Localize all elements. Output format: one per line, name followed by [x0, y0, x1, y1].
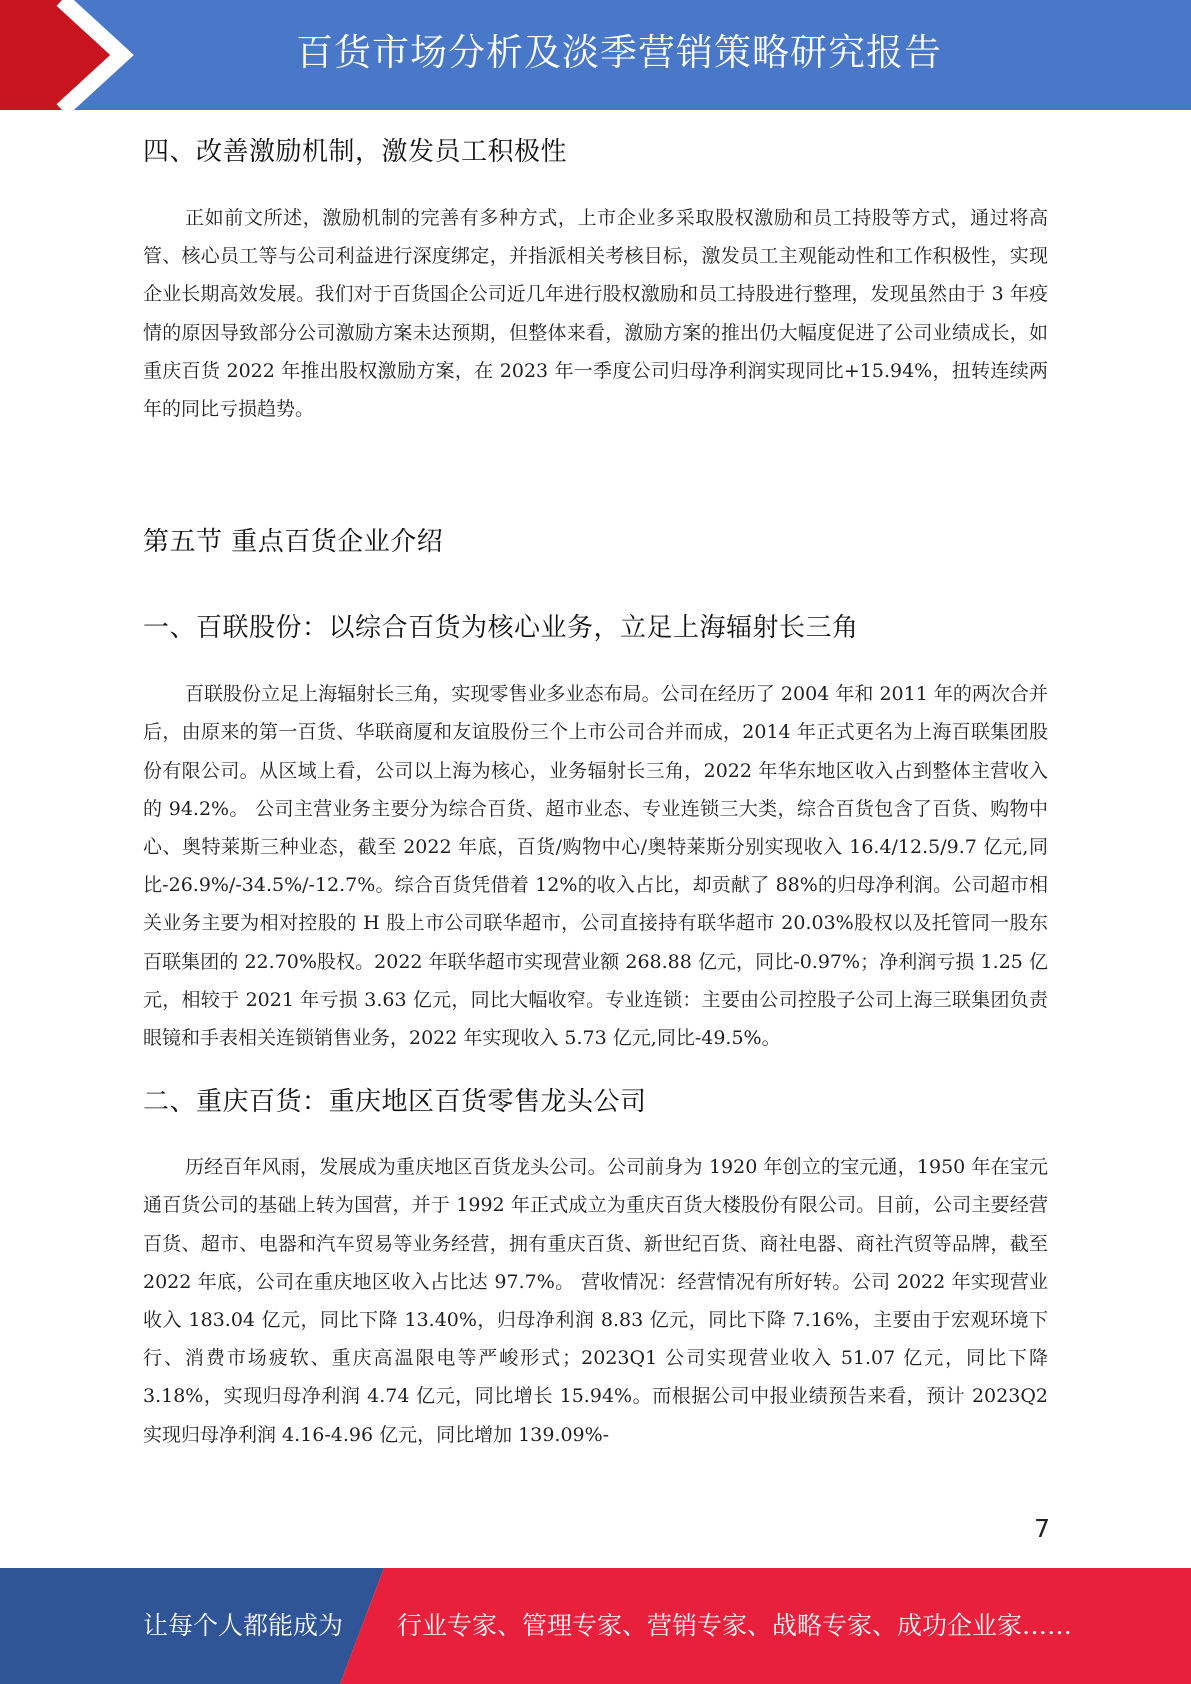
page-header [0, 0, 1191, 110]
section-heading-bailian: 一、百联股份：以综合百货为核心业务，立足上海辐射长三角 [143, 613, 859, 644]
header-chevron-icon [0, 0, 160, 110]
paragraph-chongqing: 历经百年风雨，发展成为重庆地区百货龙头公司。公司前身为 1920 年创立的宝元通，1950 年在宝元通百货公司的基础上转为国营，并于 1992 年正式成立为重庆百货大楼股份有限公司。目前，公司主要经营百货、超市、电器和汽车贸易等业务经营，拥有重庆百货、新世纪百货、商社电器、商社汽贸等品牌，截至 2022 年底，公司在重庆地区收入占比达 97.7%。 营收情况：经营情况有所好转。公司 2022 年实现营业收入 183.04 亿元，同比下降 13.40%，归母净利润 8.83 亿元，同比下降 7.16%，主要由于宏观环境下行、消费市场疲软、重庆高温限电等严峻形式；2023Q1 公司实现营业收入 51.07 亿元，同比下降 3.18%，实现归母净利润 4.74 亿元，同比增长 15.94%。而根据公司中报业绩预告来看，预计 2023Q2 实现归母净利润 4.16-4.96 亿元，同比增加 139.09%- [143, 1156, 1048, 1446]
section-heading-incentive: 四、改善激励机制，激发员工积极性 [143, 137, 568, 167]
paragraph-bailian: 百联股份立足上海辐射长三角，实现零售业多业态布局。公司在经历了 2004 年和 2011 年的两次合并后，由原来的第一百货、华联商厦和友谊股份三个上市公司合并而成，2014 年正式更名为上海百联集团股份有限公司。从区域上看，公司以上海为核心，业务辐射长三角，2022 年华东地区收入占到整体主营收入的 94.2%。 公司主营业务主要分为综合百货、超市业态、专业连锁三大类，综合百货包含了百货、购物中心、奥特莱斯三种业态，截至 2022 年底，百货/购物中心/奥特莱斯分别实现收入 16.4/12.5/9.7 亿元,同比-26.9%/-34.5%/-12.7%。综合百货凭借着 12%的收入占比，却贡献了 88%的归母净利润。公司超市相关业务主要为相对控股的 H 股上市公司联华超市，公司直接持有联华超市 20.03%股权以及托管同一股东百联集团的 22.70%股权。2022 年联华超市实现营业额 268.88 亿元，同比-0.97%；净利润亏损 1.25 亿元，相较于 2021 年亏损 3.63 亿元，同比大幅收窄。专业连锁：主要由公司控股子公司上海三联集团负责眼镜和手表相关连锁销售业务，2022 年实现收入 5.73 亿元,同比-49.5%。 [143, 683, 1048, 1050]
page-footer [0, 1568, 1191, 1684]
section-heading-chongqing: 二、重庆百货：重庆地区百货零售龙头公司 [143, 1087, 647, 1118]
footer-slogan-right: 行业专家、管理专家、营销专家、战略专家、成功企业家…… [397, 1611, 1073, 1640]
page-number: 7 [1034, 1514, 1050, 1543]
report-title: 百货市场分析及淡季营销策略研究报告 [296, 31, 942, 74]
chapter-heading-key-enterprises: 第五节 重点百货企业介绍 [143, 527, 444, 558]
paragraph-incentive: 正如前文所述，激励机制的完善有多种方式，上市企业多采取股权激励和员工持股等方式，通过将高管、核心员工等与公司利益进行深度绑定，并指派相关考核目标，激发员工主观能动性和工作积极性，实现企业长期高效发展。我们对于百货国企公司近几年进行股权激励和员工持股进行整理，发现虽然由于 3 年疫情的原因导致部分公司激励方案未达预期，但整体来看，激励方案的推出仍大幅度促进了公司业绩成长，如重庆百货 2022 年推出股权激励方案，在 2023 年一季度公司归母净利润实现同比+15.94%，扭转连续两年的同比亏损趋势。 [143, 207, 1048, 421]
footer-slogan-left: 让每个人都能成为 [143, 1611, 344, 1640]
page-body [143, 110, 1048, 1454]
